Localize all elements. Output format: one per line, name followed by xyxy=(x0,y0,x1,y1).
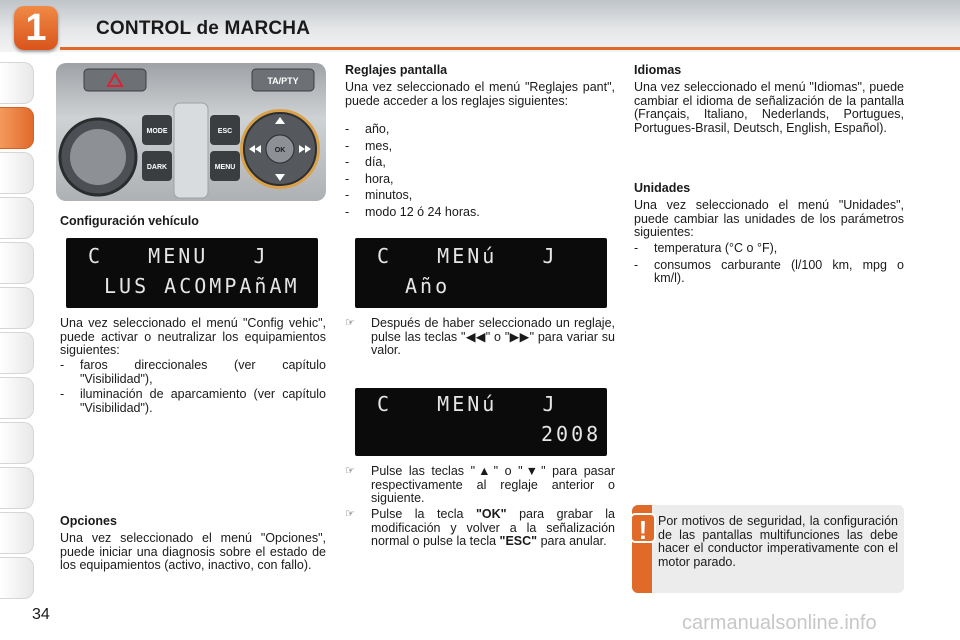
unidades-heading: Unidades xyxy=(634,181,691,195)
instruction-text-c: para anular. xyxy=(537,534,607,549)
reglajes-heading: Reglajes pantalla xyxy=(345,63,448,77)
config-heading: Configuración vehículo xyxy=(60,214,199,228)
chapter-tab[interactable] xyxy=(0,62,34,104)
lcd-line-1: C MENú J xyxy=(377,244,558,268)
ok-key-label: "OK" xyxy=(475,507,507,521)
chapter-tabs xyxy=(0,62,40,602)
chapter-tab[interactable] xyxy=(0,242,34,284)
page-header xyxy=(0,0,960,58)
instruction-text: Pulse las teclas "▲" o "▼" para pasar respectivamente al reglaje anterior o siguiente. xyxy=(371,464,615,506)
ta-pty-label: TA/PTY xyxy=(267,76,299,86)
opciones-heading: Opciones xyxy=(60,514,117,528)
center-vent xyxy=(174,103,208,198)
mode-label: MODE xyxy=(146,128,168,135)
unidades-paragraph: Una vez seleccionado el menú "Unidades", puede cambiar las unidades de los parámetros siguientes: xyxy=(634,198,904,240)
list-item-text: hora, xyxy=(365,171,394,186)
chapter-tab[interactable] xyxy=(0,512,34,554)
list-item: - modo 12 ó 24 horas. xyxy=(345,204,480,219)
instruction-1 xyxy=(345,317,615,358)
instruction-row xyxy=(345,317,615,358)
menu-label: MENU xyxy=(214,164,236,171)
chapter-tab[interactable] xyxy=(0,197,34,239)
chapter-tab[interactable] xyxy=(0,467,34,509)
list-item-text: día, xyxy=(365,155,386,170)
instruction-text-b: para grabar la modificación y volver a la señalización normal o pulse la tecla xyxy=(371,507,615,549)
list-item: - hora, xyxy=(345,171,394,186)
safety-warning-box xyxy=(632,505,904,593)
pointer-icon: ☞ xyxy=(345,508,355,520)
opciones-paragraph: Una vez seleccionado el menú "Opciones", puede iniciar una diagnosis sobre el estado de los equipamientos (activo, inactivo, con fallo). xyxy=(60,531,326,573)
instruction-2 xyxy=(345,465,615,506)
watermark: carmanualsonline.info xyxy=(682,612,877,634)
lcd-line-2: Año xyxy=(405,274,451,298)
unidades-list xyxy=(634,242,904,286)
chapter-tab[interactable] xyxy=(0,377,34,419)
list-item: - minutos, xyxy=(345,188,413,203)
lcd-line-1: C MENU J xyxy=(88,244,269,268)
config-paragraph: Una vez seleccionado el menú "Config vehic", puede activar o neutralizar los equipamientos siguientes: xyxy=(60,316,326,358)
config-list xyxy=(60,359,326,415)
list-item-text: modo 12 ó 24 horas. xyxy=(365,204,480,219)
pointer-icon: ☞ xyxy=(345,317,355,329)
list-item-text: mes, xyxy=(365,138,393,153)
chapter-tab[interactable] xyxy=(0,332,34,374)
dark-label: DARK xyxy=(146,164,168,171)
ok-label: OK xyxy=(274,147,286,154)
lcd-line-2: 2008 xyxy=(541,422,602,446)
lcd-config-menu xyxy=(66,238,318,308)
warning-icon: ! xyxy=(630,513,656,543)
instruction-3 xyxy=(345,508,615,549)
chapter-badge: 1 xyxy=(14,6,58,50)
lcd-line-1: C MENú J xyxy=(377,392,558,416)
instruction-text xyxy=(371,508,615,549)
instruction-text-a: Pulse la tecla xyxy=(371,507,476,521)
list-item: - mes, xyxy=(345,138,393,153)
list-item-text: año, xyxy=(365,122,390,136)
idiomas-paragraph: Una vez seleccionado el menú "Idiomas", puede cambiar el idioma de señalización de la pantalla (Français, Italiano, Nederlands, Portugues, Portugues-Brasil, Deutsch, English, Español). xyxy=(634,80,904,135)
pointer-icon: ☞ xyxy=(345,465,355,477)
list-item-text: temperatura (°C o °F), xyxy=(654,241,778,255)
control-panel-image xyxy=(56,63,326,201)
list-item-text: consumos carburante (l/100 km, mpg o km/l). xyxy=(654,257,904,286)
esc-label: ESC xyxy=(217,128,233,135)
page-title: CONTROL de MARCHA xyxy=(96,18,311,39)
list-item: - faros direccionales (ver capítulo "Visibilidad"), xyxy=(60,358,326,386)
list-item: - día, xyxy=(345,155,386,170)
chapter-tab[interactable] xyxy=(0,557,34,599)
list-item: - temperatura (°C o °F), xyxy=(634,242,904,256)
lcd-reglajes-year xyxy=(355,238,607,308)
chapter-tab[interactable] xyxy=(0,422,34,464)
lcd-reglajes-value xyxy=(355,388,607,456)
warning-text: Por motivos de seguridad, la configuración de las pantallas multifunciones las debe hacer el conductor imperativamente con el motor parado. xyxy=(658,514,898,569)
list-item-text: iluminación de aparcamiento (ver capítulo "Visibilidad"). xyxy=(80,387,326,415)
idiomas-heading: Idiomas xyxy=(634,63,682,77)
instruction-row xyxy=(345,465,615,506)
instruction-text: Después de haber seleccionado un reglaje, pulse las teclas "◀◀" o "▶▶" para variar su valor. xyxy=(371,316,615,358)
left-knob-inner xyxy=(70,129,126,185)
chapter-tab[interactable] xyxy=(0,287,34,329)
chapter-tab[interactable] xyxy=(0,152,34,194)
list-item-text: minutos, xyxy=(365,188,413,203)
list-item: - iluminación de aparcamiento (ver capítulo "Visibilidad"). xyxy=(60,387,326,415)
chapter-tab-active[interactable] xyxy=(0,107,34,149)
header-accent-line xyxy=(60,47,960,50)
lcd-line-2: LUS ACOMPAñAM xyxy=(104,274,300,298)
esc-key-label: "ESC" xyxy=(499,534,538,549)
page-number: 34 xyxy=(32,606,50,623)
list-item: - año, xyxy=(345,122,390,136)
reglajes-list xyxy=(345,123,615,220)
control-panel-drawing xyxy=(56,63,326,201)
list-item: - consumos carburante (l/100 km, mpg o km/l). xyxy=(634,257,904,286)
instruction-row xyxy=(345,508,615,549)
reglajes-paragraph: Una vez seleccionado el menú "Reglajes pant", puede acceder a los reglajes siguientes: xyxy=(345,80,615,108)
list-item-text: faros direccionales (ver capítulo "Visibilidad"), xyxy=(80,358,326,386)
